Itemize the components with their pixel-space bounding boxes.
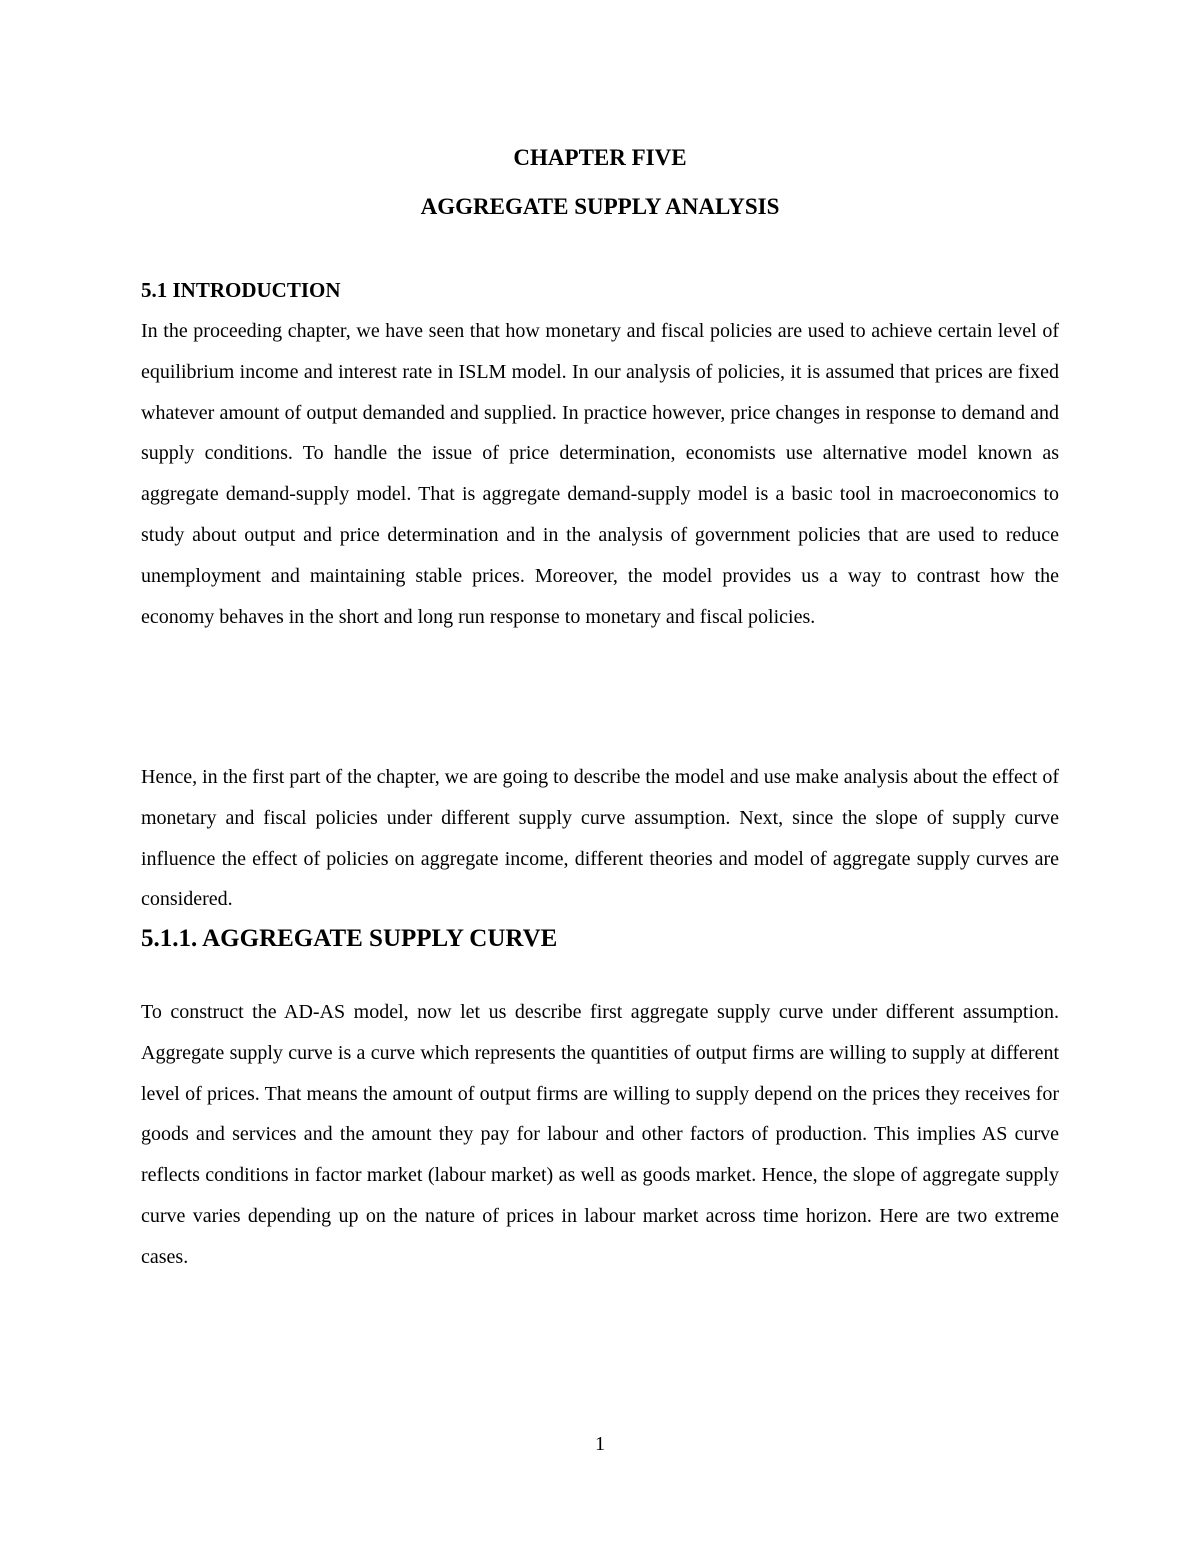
section-heading: 5.1 INTRODUCTION [141, 278, 341, 302]
page-number: 1 [595, 1433, 605, 1455]
supply-curve-paragraph: To construct the AD-AS model, now let us describe first aggregate supply curve under different assumption. Aggregate supply curve is a curve which represents the quantities of output firms are willing to supply at different level of prices. That means the amount of output firms are willing to supply depend on the prices they receives for goods and services and the amount they pay for labour and other factors of production. This implies AS curve reflects conditions in factor market (labour market) as well as goods market. Hence, the slope of aggregate supply curve varies depending up on the nature of prices in labour market across time horizon. Here are two extreme cases. [141, 1001, 1059, 1268]
intro-paragraph-2: Hence, in the first part of the chapter, we are going to describe the model and use make analysis about the effect of monetary and fiscal policies under different supply curve assumption. Next, since the slope of supply curve influence the effect of policies on aggregate income, different theories and model of aggregate supply curves are considered. [141, 766, 1059, 911]
intro-paragraph-1: In the proceeding chapter, we have seen that how monetary and fiscal policies are used to achieve certain level of equilibrium income and interest rate in ISLM model. In our analysis of policies, it is assumed that prices are fixed whatever amount of output demanded and supplied. In practice however, price changes in response to demand and supply conditions. To handle the issue of price determination, economists use alternative model known as aggregate demand-supply model. That is aggregate demand-supply model is a basic tool in macroeconomics to study about output and price determination and in the analysis of government policies that are used to reduce unemployment and maintaining stable prices. Moreover, the model provides us a way to contrast how the economy behaves in the short and long run response to monetary and fiscal policies. [141, 320, 1059, 628]
subsection-heading: 5.1.1. AGGREGATE SUPPLY CURVE [141, 925, 558, 952]
chapter-subtitle: AGGREGATE SUPPLY ANALYSIS [420, 194, 780, 219]
chapter-title: CHAPTER FIVE [513, 145, 687, 170]
